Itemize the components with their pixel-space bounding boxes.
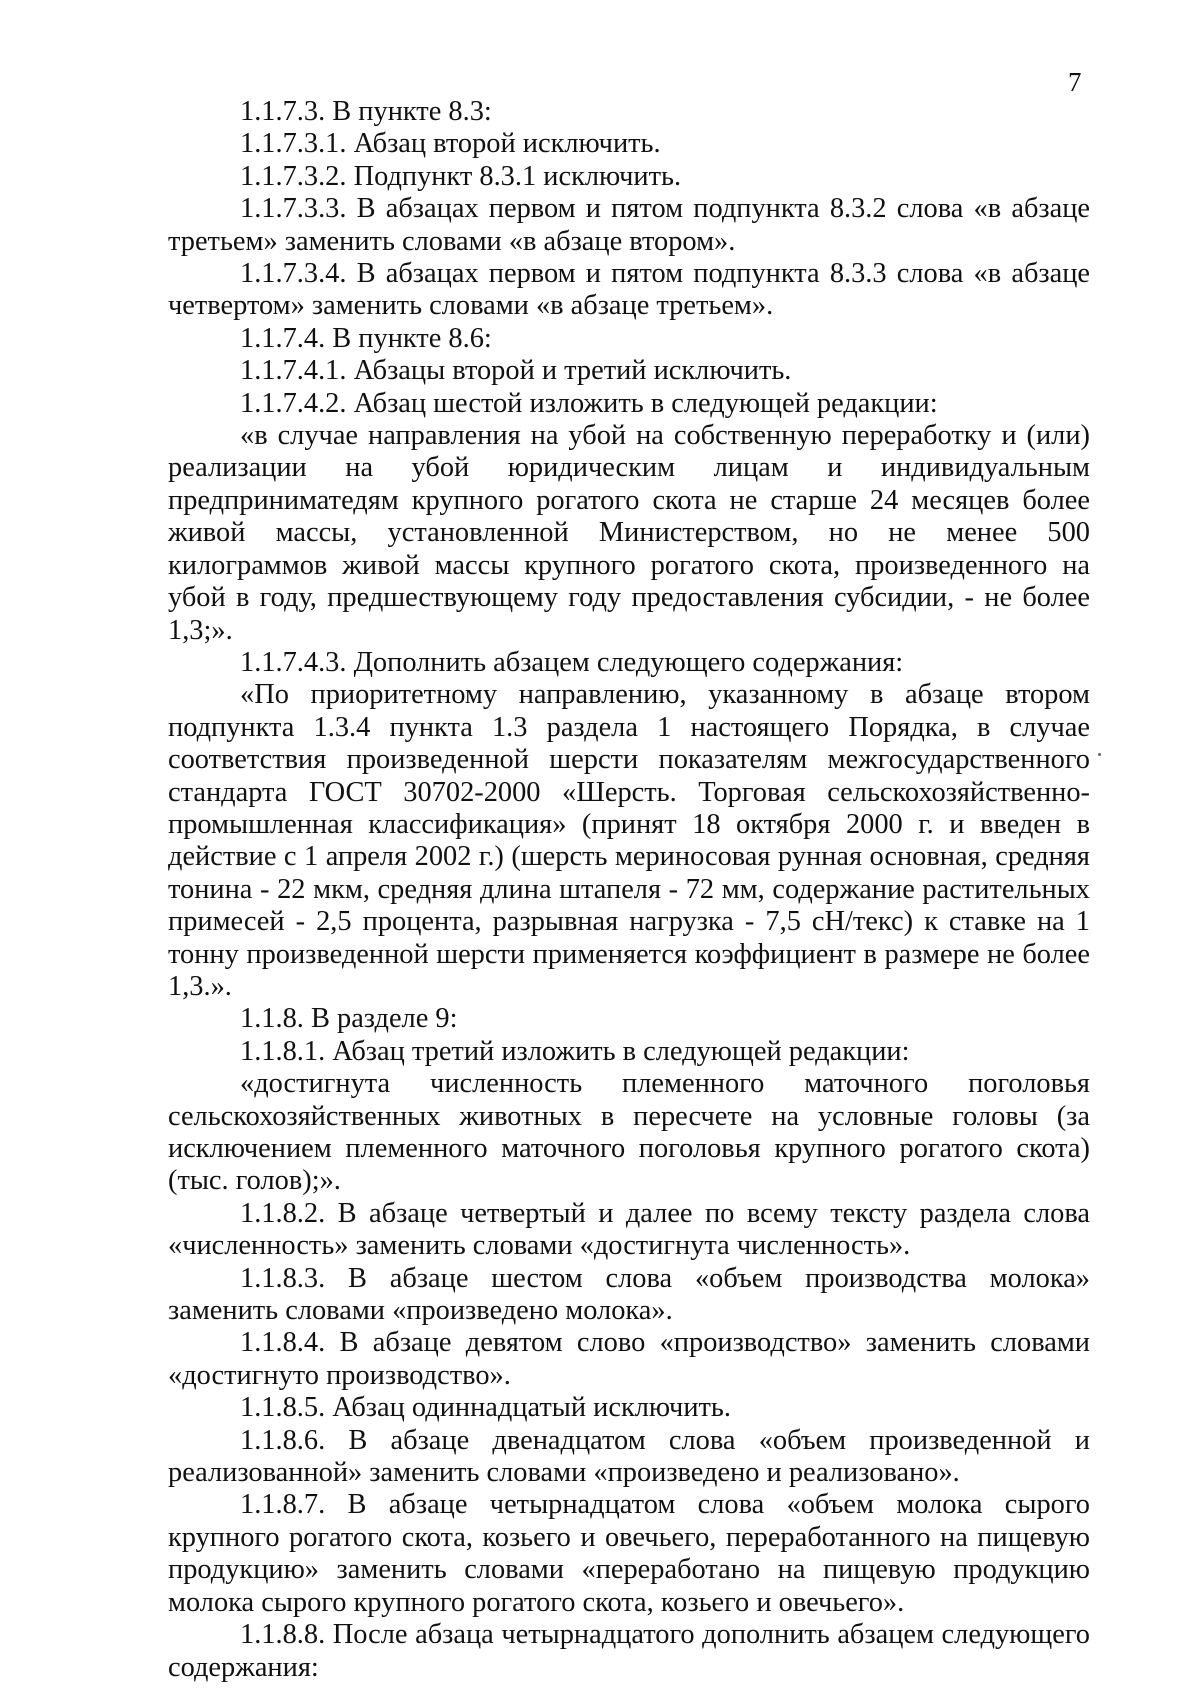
scan-speck [1098,753,1101,756]
paragraph-1-1-7-4-3: 1.1.7.4.3. Дополнить абзацем следующего содержания: [240,646,904,678]
paragraph-1-1-8: 1.1.8. В разделе 9: [240,1003,458,1035]
document-body [168,96,1090,1684]
paragraph-1-1-8-4: 1.1.8.4. В абзаце девятом слово «производство» заменить словами «достигнуто производство». [168,1327,1090,1391]
paragraph-1-1-7-3-3: 1.1.7.3.3. В абзацах первом и пятом подпункта 8.3.2 слова «в абзаце третьем» заменить словами «в абзаце втором». [168,193,1090,257]
quoted-paragraph-cattle-slaughter: «в случае направления на убой на собственную переработку и (или) реализации на убой юридическим лицам и индивидуальным предприниматедям крупного рогатого скота не старше 24 месяцев более живой массы, установленной Министерством, но не менее 500 килограммов живой массы крупного рогатого скота, произведенного на убой в году, предшествующему году предоставления субсидии, - не более 1,3;». [168,420,1090,646]
paragraph-1-1-7-4-2: 1.1.7.4.2. Абзац шестой изложить в следующей редакции: [240,387,938,419]
paragraph-1-1-8-8: 1.1.8.8. После абзаца четырнадцатого дополнить абзацем следующего содержания: [168,1619,1090,1683]
paragraph-1-1-7-3: 1.1.7.3. В пункте 8.3: [240,96,492,127]
paragraph-1-1-8-3: 1.1.8.3. В абзаце шестом слова «объем производства молока» заменить словами «произведено молока». [168,1262,1090,1327]
paragraph-1-1-7-3-2: 1.1.7.3.2. Подпункт 8.3.1 исключить. [240,160,682,192]
quoted-paragraph-breeding-livestock: «достигнута численность племенного маточного поголовья сельскохозяйственных животных в пересчете на условные головы (за исключением племенного маточного поголовья крупного рогатого скота) (тыс. голов);». [168,1068,1090,1197]
paragraph-1-1-7-3-1: 1.1.7.3.1. Абзац второй исключить. [240,128,661,160]
paragraph-1-1-8-2: 1.1.8.2. В абзаце четвертый и далее по всему тексту раздела слова «численность» заменить словами «достигнута численность». [168,1197,1090,1262]
page-number: 7 [1068,67,1082,97]
paragraph-1-1-8-7: 1.1.8.7. В абзаце четырнадцатом слова «объем молока сырого крупного рогатого скота, козьего и овечьего, переработанного на пищевую продукцию» заменить словами «переработано на пищевую продукцию молока сырого крупного рогатого скота, козьего и овечьего». [168,1489,1090,1618]
paragraph-1-1-7-4-1: 1.1.7.4.1. Абзацы второй и третий исключить. [240,355,792,387]
quoted-paragraph-wool-standard: «По приоритетному направлению, указанному в абзаце втором подпункта 1.3.4 пункта 1.3 раздела 1 настоящего Порядка, в случае соответствия произведенной шерсти показателям межгосударственного стандарта ГОСТ 30702-2000 «Шерсть. Торговая сельскохозяйственно-промышленная классификация» (принят 18 октября 2000 г. и введен в действие с 1 апреля 2002 г.) (шерсть мериносовая рунная основная, средняя тонина - 22 мкм, средняя длина штапеля - 72 мм, содержание растительных примесей - 2,5 процента, разрывная нагрузка - 7,5 сН/текс) к ставке на 1 тонну произведенной шерсти применяется коэффициент в размере не более 1,3.». [168,679,1090,1002]
paragraph-1-1-7-3-4: 1.1.7.3.4. В абзацах первом и пятом подпункта 8.3.3 слова «в абзаце четвертом» заменить словами «в абзаце третьем». [168,258,1090,322]
paragraph-1-1-8-5: 1.1.8.5. Абзац одиннадцатый исключить. [240,1392,731,1424]
paragraph-1-1-7-4: 1.1.7.4. В пункте 8.6: [240,322,492,354]
paragraph-1-1-8-6: 1.1.8.6. В абзаце двенадцатом слова «объем произведенной и реализованной» заменить словами «произведено и реализовано». [168,1424,1090,1489]
paragraph-1-1-8-1: 1.1.8.1. Абзац третий изложить в следующей редакции: [240,1035,910,1067]
